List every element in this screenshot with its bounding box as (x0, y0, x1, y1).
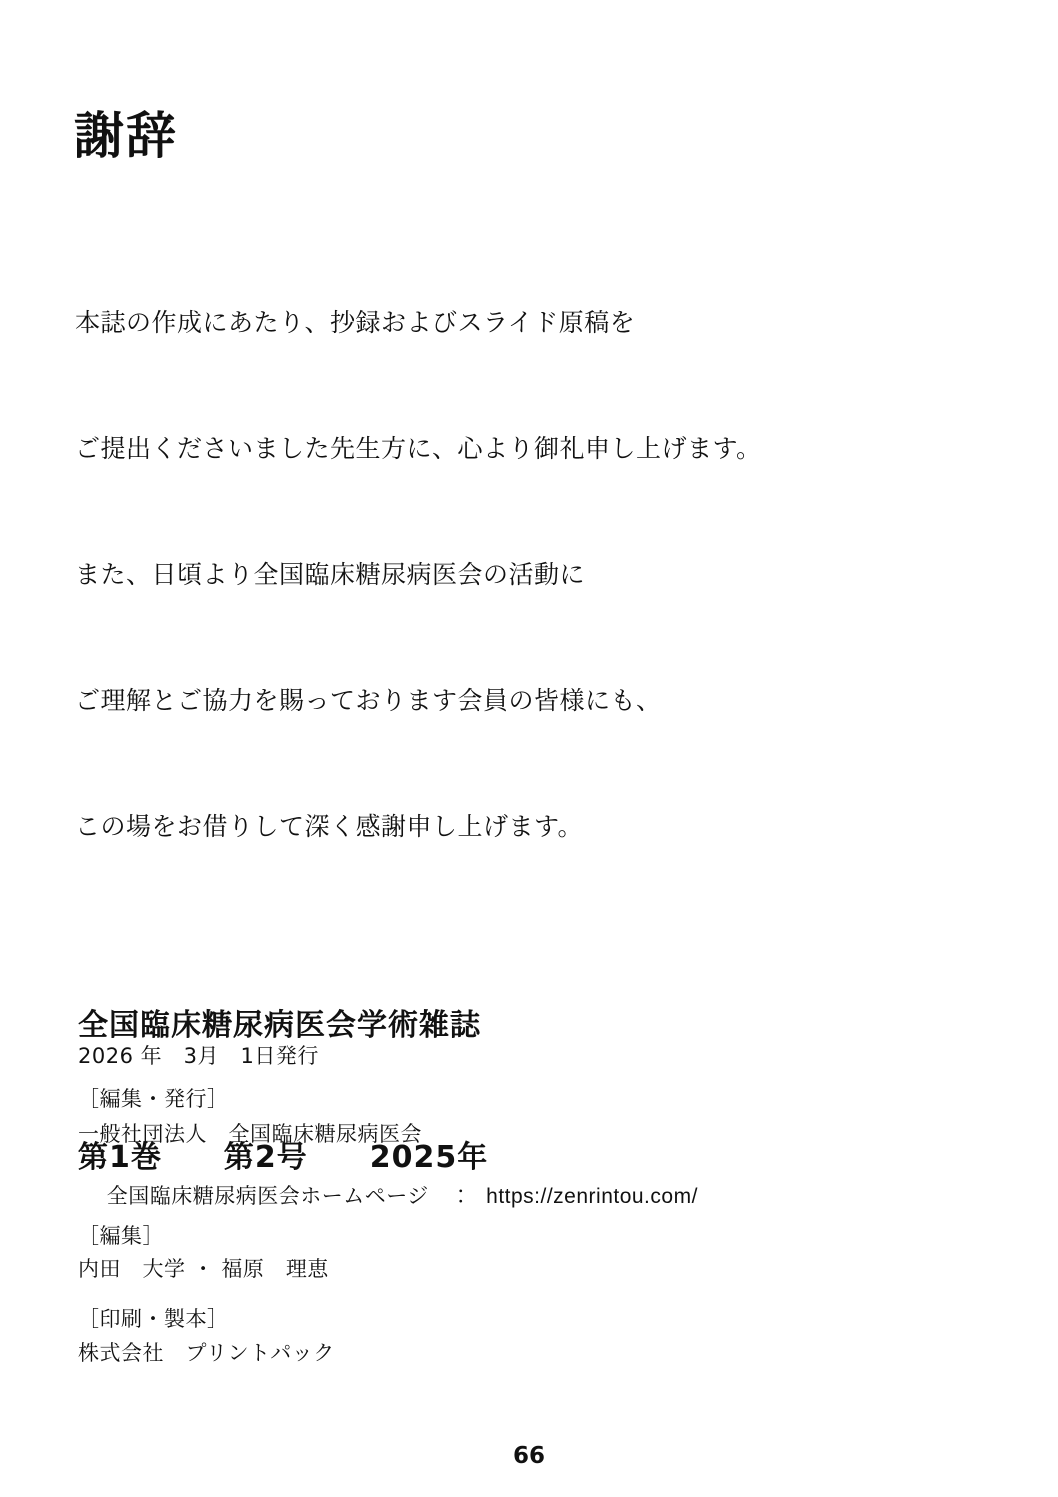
acknowledgments-line: ご理解とご協力を賜っております会員の皆様にも、 (75, 686, 662, 715)
editors-names: 内田 大学 ・ 福原 理恵 (78, 1257, 329, 1281)
acknowledgments-line: また、日頃より全国臨床糖尿病医会の活動に (75, 560, 586, 589)
journal-title: 全国臨床糖尿病医会学術雑誌 (78, 1008, 481, 1043)
publish-date: 2026 年 3月 1日発行 (78, 1044, 319, 1068)
homepage-line (78, 1156, 698, 1234)
printer-name: 株式会社 プリントパック (78, 1341, 335, 1365)
acknowledgments-title: 謝辞 (74, 107, 178, 165)
homepage-label: 全国臨床糖尿病医会ホームページ ： (106, 1184, 487, 1208)
publisher-name: 一般社団法人 全国臨床糖尿病医会 (78, 1122, 422, 1146)
acknowledgments-line: 本誌の作成にあたり、抄録およびスライド原稿を (75, 308, 636, 337)
edit-label: ［編集］ (78, 1224, 164, 1248)
acknowledgments-line: この場をお借りして深く感謝申し上げます。 (75, 812, 584, 841)
page-number: 66 (512, 1443, 545, 1469)
print-binding-label: ［印刷・製本］ (78, 1307, 229, 1331)
journal-volume-issue-year: 第1巻 第2号 2025年 (78, 1140, 489, 1175)
acknowledgments-line: ご提出くださいました先生方に、心より御礼申し上げます。 (75, 434, 762, 463)
acknowledgments-paragraph (75, 218, 762, 932)
homepage-url: https://zenrintou.com/ (486, 1185, 698, 1208)
edit-publish-label: ［編集・発行］ (78, 1087, 229, 1111)
